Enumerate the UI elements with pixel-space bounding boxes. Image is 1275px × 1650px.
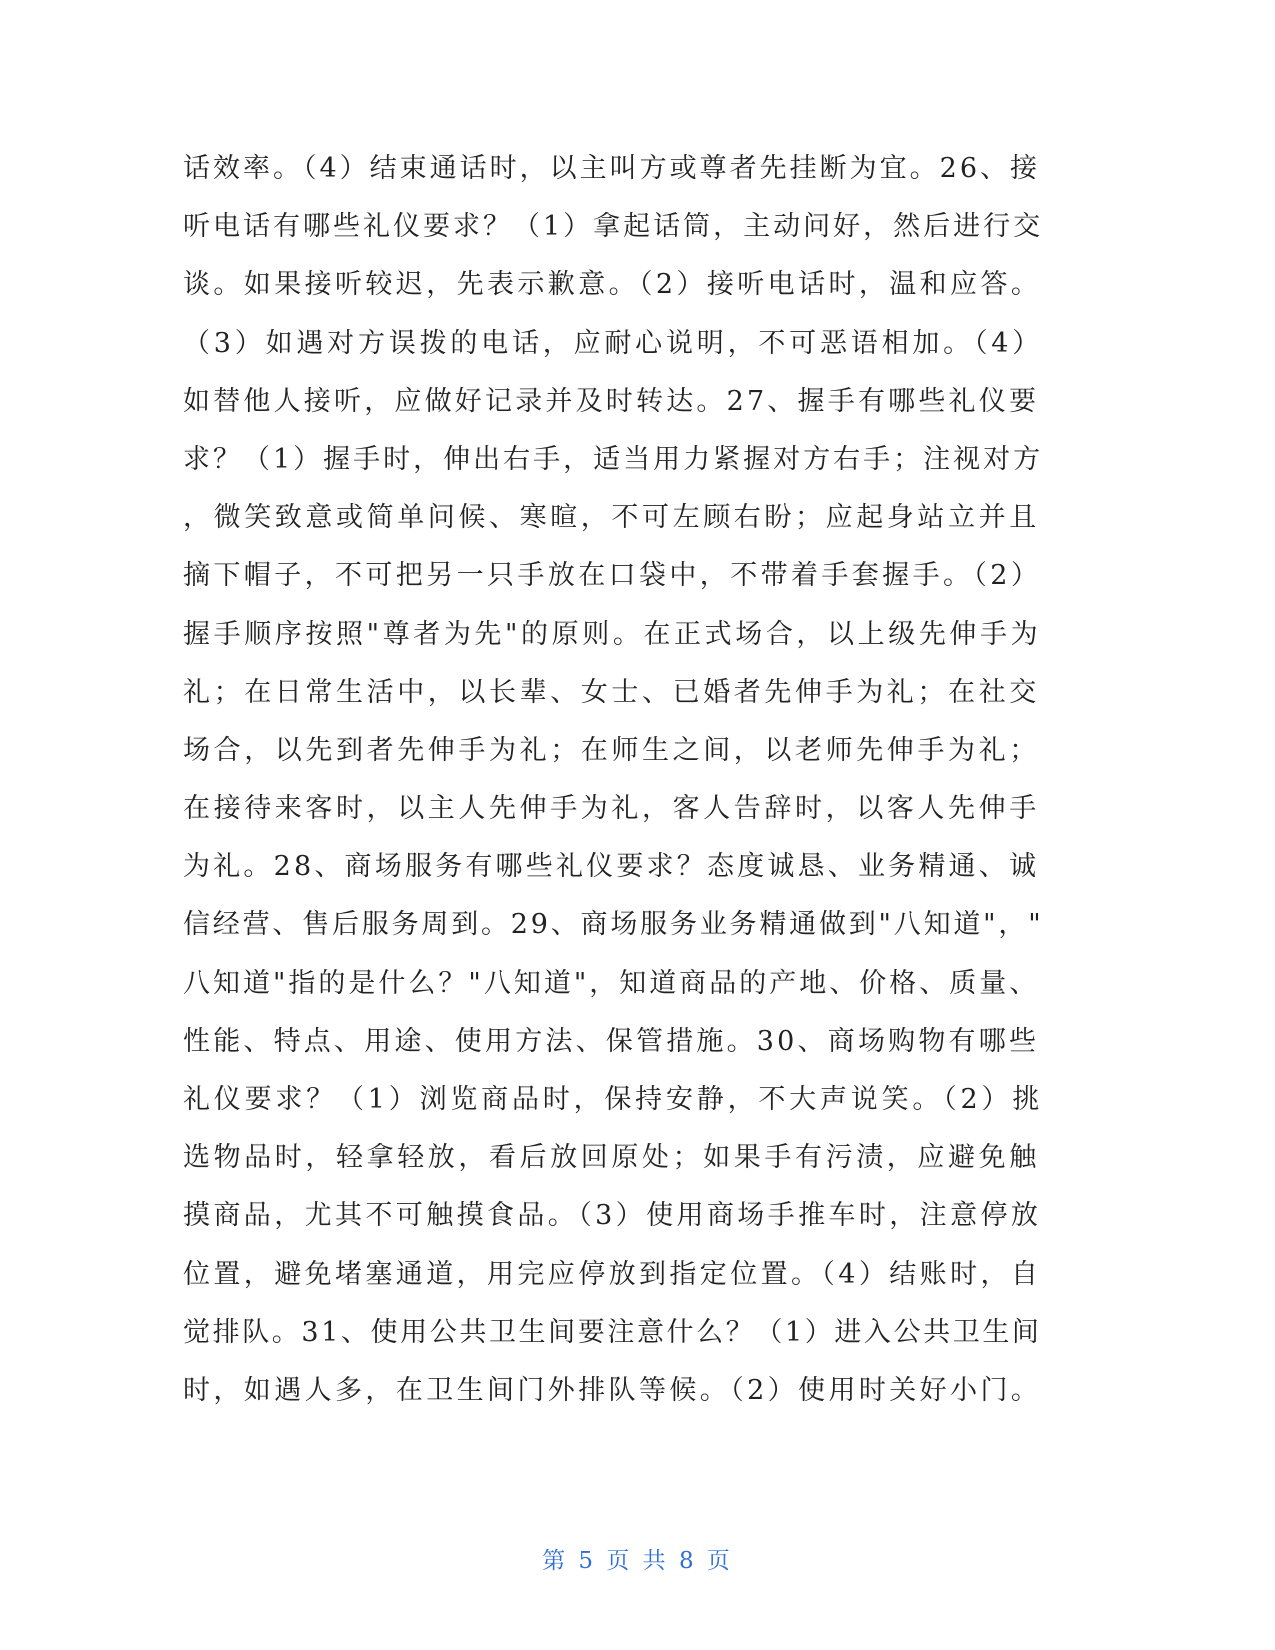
text-line: 如替他人接听，应做好记录并及时转达。27、握手有哪些礼仪要 <box>183 385 1040 417</box>
text-line: 谈。如果接听较迟，先表示歉意。（2）接听电话时，温和应答。 <box>183 269 1042 301</box>
text-line: 在接待来客时，以主人先伸手为礼，客人告辞时，以客人先伸手 <box>183 793 1040 825</box>
text-line: 位置，避免堵塞通道，用完应停放到指定位置。（4）结账时，自 <box>183 1258 1042 1290</box>
text-line: 握手顺序按照"尊者为先"的原则。在正式场合，以上级先伸手为 <box>183 618 1042 650</box>
text-line: 听电话有哪些礼仪要求？（1）拿起话筒，主动问好，然后进行交 <box>183 211 1044 243</box>
text-line: 性能、特点、用途、使用方法、保管措施。30、商场购物有哪些 <box>183 1025 1040 1057</box>
text-line: 觉排队。31、使用公共卫生间要注意什么？（1）进入公共卫生间 <box>183 1316 1042 1348</box>
text-line: 信经营、售后服务周到。29、商场服务业务精通做到"八知道"，" <box>183 909 1044 941</box>
document-body <box>183 140 1043 1420</box>
text-line: 时，如遇人多，在卫生间门外排队等候。（2）使用时关好小门。 <box>183 1374 1042 1406</box>
page-number: 第 5 页 共 8 页 <box>542 1548 733 1574</box>
text-line: 摘下帽子，不可把另一只手放在口袋中，不带着手套握手。（2） <box>183 560 1042 592</box>
text-line: ，微笑致意或简单问候、寒暄，不可左顾右盼；应起身站立并且 <box>183 502 1040 534</box>
text-line: 求？（1）握手时，伸出右手，适当用力紧握对方右手；注视对方 <box>183 443 1044 475</box>
text-line: （3）如遇对方误拨的电话，应耐心说明，不可恶语相加。（4） <box>183 327 1044 359</box>
text-line: 为礼。28、商场服务有哪些礼仪要求？态度诚恳、业务精通、诚 <box>183 851 1040 883</box>
page-footer <box>0 1542 1275 1575</box>
text-line: 礼；在日常生活中，以长辈、女士、已婚者先伸手为礼；在社交 <box>183 676 1040 708</box>
text-line: 摸商品，尤其不可触摸食品。（3）使用商场手推车时，注意停放 <box>183 1200 1042 1232</box>
text-line: 场合，以先到者先伸手为礼；在师生之间，以老师先伸手为礼； <box>183 734 1040 766</box>
text-line: 礼仪要求？（1）浏览商品时，保持安静，不大声说笑。（2）挑 <box>183 1084 1044 1115</box>
text-line: 八知道"指的是什么？"八知道"，知道商品的产地、价格、质量、 <box>183 967 1040 999</box>
text-line: 选物品时，轻拿轻放，看后放回原处；如果手有污渍，应避免触 <box>183 1142 1040 1174</box>
text-line: 话效率。（4）结束通话时，以主叫方或尊者先挂断为宜。26、接 <box>183 153 1041 184</box>
